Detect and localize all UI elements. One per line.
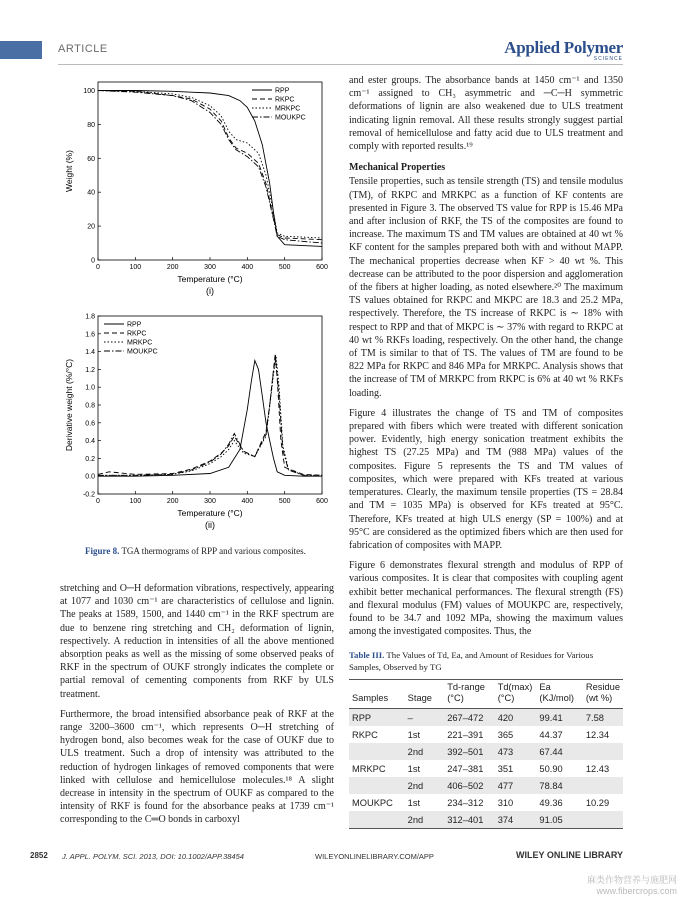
legend-label: MRKPC xyxy=(127,339,153,347)
table-cell: MRKPC xyxy=(352,763,386,774)
table-cell: RKPC xyxy=(352,729,378,740)
table-row xyxy=(349,726,623,743)
y-tick-label: 1.2 xyxy=(85,366,95,374)
y-tick-label: 0 xyxy=(91,257,95,265)
table-cell: 267–472 xyxy=(444,709,495,727)
legend-label: MOUKPC xyxy=(127,348,158,356)
wiley-online-library-logo: WILEY ONLINE LIBRARY xyxy=(515,850,623,860)
y-tick-label: 1.6 xyxy=(85,331,95,339)
table-cell: 99.41 xyxy=(536,709,582,727)
x-tick-label: 400 xyxy=(241,264,254,271)
y-tick-label: 1.8 xyxy=(85,313,95,321)
table-cell: 312–401 xyxy=(444,811,495,829)
table-cell xyxy=(349,743,405,760)
table-cell: 1st xyxy=(407,729,421,740)
header-rule xyxy=(58,64,623,65)
x-tick-label: 400 xyxy=(241,498,254,505)
table-cell xyxy=(583,777,623,794)
right-paragraph-3: Figure 4 illustrates the change of TS and TM of composites prepared with fibers which were treated with different sonication power. Evidently, high energy sonication treatment exhibits the highest TS (27.25 MPa) and TM (988 MPa) values of the composites. Figure 5 represents the TS and TM values of composites, which were prepared with KFs treated at various temperatures. Clearly, the maximum tensile properties (TS = 28.84 and TM = 1035 MPa) is observed for KFs treated at 95°C. Therefore, KFs treated at high ULS energy (SP = 100%) and at 95°C are considered as the optimized fibers which are then used for fabrication of composites with MAPP. xyxy=(349,407,623,551)
table-row xyxy=(349,794,623,811)
legend-label: MRKPC xyxy=(275,105,301,113)
x-axis-label: Temperature (°C) xyxy=(177,508,243,518)
x-tick-label: 500 xyxy=(278,264,291,271)
footer-website-link[interactable]: WILEYONLINELIBRARY.COM/APP xyxy=(315,852,434,861)
right-paragraph-2: Tensile properties, such as tensile strength (TS) and tensile modulus (TM), of RKPC and MRKPC as a function of KF contents are presented in Figure 3. The observed TS value for RPP is 15.46 MPa and after inclusion of RKF, the TS of the composites are found to increase. The maximum TS and TM values are obtained at 40 wt % KF content for the samples prepared both with and without MAPP. The mechanical properties decrease when KF > 40 wt %. This decrease can be attributed to the poor dispersion and agglomeration of the fibers at higher loading, as noted elsewhere.²⁰ The maximum TS values obtained for RKPC and MKPC are 18.3 and 25.2 MPa, respectively. Therefore, the TS increase of RKPC is ∼ 18% with respect to RPP and that of MKPC is ∼ 37% with regard to RKPC at 40 wt % RKFs loading, respectively. On the other hand, the change of TM is similar to that of TS. The values of TM are found to be 822 MPa for RKPC and 846 MPa for MRKPC. Analysis shows that the increase of TM of MRKPC from RKPC is 6% at 40 wt % RKFs loading. xyxy=(349,176,623,399)
legend-label: MOUKPC xyxy=(275,114,306,122)
table-cell: 2nd xyxy=(405,811,445,829)
table-cell: 406–502 xyxy=(444,777,495,794)
x-tick-label: 0 xyxy=(96,498,100,505)
table-caption xyxy=(349,650,623,673)
table-row xyxy=(349,743,623,760)
table-caption-label: Table III. xyxy=(349,650,385,660)
header-color-bar xyxy=(0,41,42,59)
journal-logo: Applied Polymer xyxy=(504,38,623,57)
table-row xyxy=(349,777,623,794)
figure-caption-label: Figure 8. xyxy=(85,546,120,556)
journal-logo-sub: SCIENCE xyxy=(593,56,623,62)
section-label: ARTICLE xyxy=(58,43,108,55)
table-cell: 2nd xyxy=(405,743,445,760)
legend-label: RPP xyxy=(275,87,290,95)
x-tick-label: 300 xyxy=(204,264,216,271)
table-cell: 2nd xyxy=(405,777,445,794)
table-cell: 12.43 xyxy=(585,763,610,774)
table-cell: 1st xyxy=(407,797,421,808)
x-tick-label: 600 xyxy=(316,264,328,271)
table-row xyxy=(349,709,623,727)
panel-label: (ii) xyxy=(205,520,215,530)
table-cell: 7.58 xyxy=(583,709,623,727)
x-tick-label: 100 xyxy=(129,264,142,271)
table-cell xyxy=(349,811,405,829)
left-paragraph-1: stretching and O─H deformation vibrations, respectively, appearing at 1077 and 1030 cm⁻¹ are characteristics of cellulose and lignin. The peaks at 1589, 1500, and 1440 cm⁻¹ in the RKF spectrum are due to benzene ring stretching and CH₂ deformation of lignin, respectively. A reduction in intensities of all the above mentioned absorption peaks as well as the missing of some observed peaks of RKF in the spectrum of OUKF strongly indicates the complete or partial removal of cementing components from RKF by ULS treatment. xyxy=(60,583,334,700)
table-cell: 374 xyxy=(495,811,537,829)
table-3 xyxy=(349,679,623,829)
figure-8 xyxy=(60,74,334,566)
table-cell: 67.44 xyxy=(536,743,582,760)
x-tick-label: 500 xyxy=(278,498,291,505)
y-tick-label: 0.0 xyxy=(85,473,95,481)
table-cell: 12.34 xyxy=(585,729,610,740)
y-tick-label: 100 xyxy=(83,87,95,95)
table-cell: 247–381 xyxy=(447,763,484,774)
y-tick-label: 1.0 xyxy=(85,384,95,392)
table-cell: 365 xyxy=(497,729,514,740)
table-cell: – xyxy=(405,709,445,727)
legend-label: RKPC xyxy=(275,96,295,104)
table-cell: 10.29 xyxy=(585,797,610,808)
table-header-cell: Residue (wt %) xyxy=(583,680,623,709)
y-tick-label: 80 xyxy=(87,121,95,129)
table-cell: 234–312 xyxy=(447,797,484,808)
table-cell: 392–501 xyxy=(444,743,495,760)
series-line xyxy=(98,91,322,244)
y-tick-label: -0.2 xyxy=(82,491,95,499)
y-tick-label: 0.2 xyxy=(85,455,95,463)
y-axis-label: Weight (%) xyxy=(64,150,74,192)
figure-caption-text: TGA thermograms of RPP and various composites. xyxy=(121,546,306,556)
series-line xyxy=(98,361,322,477)
table-header-row xyxy=(349,680,623,709)
y-tick-label: 1.4 xyxy=(85,349,95,357)
x-tick-label: 300 xyxy=(204,498,216,505)
series-line xyxy=(98,356,322,475)
table-cell: 78.84 xyxy=(536,777,582,794)
page-number: 2852 xyxy=(30,851,48,860)
y-tick-label: 60 xyxy=(87,155,95,163)
x-tick-label: 100 xyxy=(129,498,142,505)
table-cell: 44.37 xyxy=(539,729,563,740)
section-heading: Mechanical Properties xyxy=(349,162,446,174)
right-column xyxy=(349,74,623,645)
y-tick-label: 0.4 xyxy=(85,438,95,446)
y-tick-label: 40 xyxy=(87,189,95,197)
y-axis-label: Derivative weight (%/°C) xyxy=(64,358,74,452)
table-cell xyxy=(583,743,623,760)
series-line xyxy=(98,353,322,475)
table-cell: RPP xyxy=(349,709,405,727)
table-cell: 310 xyxy=(497,797,514,808)
x-tick-label: 200 xyxy=(166,264,179,271)
table-cell: 1st xyxy=(407,763,421,774)
legend-label: RKPC xyxy=(127,330,147,338)
table-cell: 351 xyxy=(497,763,514,774)
table-header-cell: Samples xyxy=(349,680,405,709)
x-axis-label: Temperature (°C) xyxy=(177,274,243,284)
x-tick-label: 200 xyxy=(166,498,179,505)
right-paragraph-1: and ester groups. The absorbance bands at 1450 cm⁻¹ and 1350 cm⁻¹ assigned to CH₃ asymmetric and ─C─H symmetric deformations of lignin are also weakened due to ULS treatment indicating lignin removal. All these results strongly suggest partial removal of hemicellulose and fatty acid due to ULS treatment and comply with reported results.¹⁹ xyxy=(349,75,623,153)
panel-label: (i) xyxy=(206,286,214,296)
figure-caption xyxy=(85,546,335,556)
left-paragraph-2: Furthermore, the broad intensified absorbance peak of RKF at the range 3200–3600 cm⁻¹, which represents O─H stretching of hydrogen bond, also becomes weak for the case of OUKF due to ULS treatment. Such a drop of intensity was attributed to the reduction of hydrogen linkages of removed components that were linked with cellulose and hemicellulose molecules.¹⁸ A slight decrease in intensity in the spectrum of OUKF as compared to the intensity of RKF is found for the absorbance peaks at 1739 cm⁻¹ corresponding to the C═O bonds in carboxyl xyxy=(60,708,334,826)
x-tick-label: 600 xyxy=(316,498,328,505)
table-cell: 50.90 xyxy=(539,763,563,774)
x-tick-label: 0 xyxy=(96,264,100,271)
table-header-cell: Td-range (°C) xyxy=(444,680,495,709)
table-row xyxy=(349,760,623,777)
y-tick-label: 20 xyxy=(87,223,95,231)
y-tick-label: 0.6 xyxy=(85,420,95,428)
table-header-cell: Ea (KJ/mol) xyxy=(536,680,582,709)
footer-citation: J. APPL. POLYM. SCI. 2013, DOI: 10.1002/APP.38454 xyxy=(62,852,244,861)
left-column xyxy=(60,582,334,834)
table-cell: 477 xyxy=(495,777,537,794)
table-cell: MOUKPC xyxy=(352,797,393,808)
table-cell: 420 xyxy=(495,709,537,727)
page-footer xyxy=(30,851,623,860)
legend-label: RPP xyxy=(127,321,142,329)
table-cell: 91.05 xyxy=(536,811,582,829)
table-row xyxy=(349,811,623,829)
watermark-cn: 麻类作物营养与施肥网 xyxy=(586,875,677,885)
right-paragraph-4: Figure 6 demonstrates flexural strength and modulus of RPP of various composites. It is clear that composites with coupling agent exhibit better mechanical performances. The flexural strength (FS) and flexural modulus (FM) values of MOUKPC are, respectively, found to be 34.7 and 1092 MPa, showing the maximum values among the investigated composites. Thus, the xyxy=(349,560,623,638)
table-header-cell: Td(max) (°C) xyxy=(495,680,537,709)
table-header-cell: Stage xyxy=(405,680,445,709)
table-cell: 473 xyxy=(495,743,537,760)
table-cell: 221–391 xyxy=(447,729,484,740)
watermark-url: www.fibercrops.com xyxy=(596,886,677,896)
tga-figure-svg xyxy=(60,74,334,546)
series-line xyxy=(98,358,322,476)
table-cell xyxy=(583,811,623,829)
table-caption-text: The Values of Td, Ea, and Amount of Residues for Various Samples, Observed by TG xyxy=(349,650,594,672)
table-cell xyxy=(349,777,405,794)
table-cell: 49.36 xyxy=(539,797,563,808)
y-tick-label: 0.8 xyxy=(85,402,95,410)
